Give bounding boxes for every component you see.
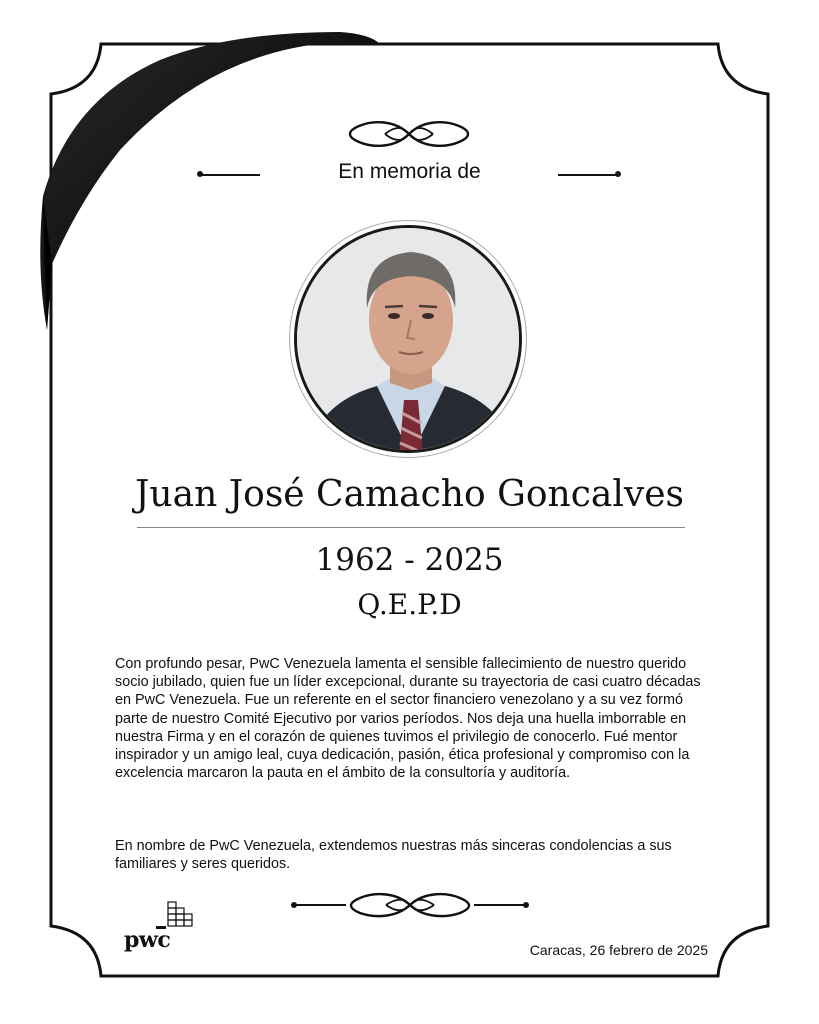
bottom-ornament [290, 890, 530, 920]
place-date: Caracas, 26 febrero de 2025 [529, 942, 708, 958]
condolence-paragraph-1: Con profundo pesar, PwC Venezuela lamenta el sensible fallecimiento de nuestro querido socio jubilado, quien fue un líder excepcional, durante su trayectoria de casi cuatro décadas en PwC Venezuela. Fue un referente en el sector financiero venezolano y a su vez formó parte de nuestro Comité Ejecutivo por varios períodos. Nos deja una huella imborrable en nuestra Firma y en el corazón de quienes tuvimos el privilegio de conocerlo. Fué mentor inspirador y un amigo leal, cuya dedicación, pasión, ética profesional y compromiso con la excelencia marcaron la pauta en el ámbito de la consultoría y auditoría. [115, 656, 701, 782]
name-divider [137, 527, 685, 528]
pwc-logo-icon [124, 900, 196, 930]
subtitle-divider-right [558, 174, 618, 176]
infinity-ornament-icon [345, 118, 473, 150]
life-years: 1962 - 2025 [315, 542, 504, 578]
subtitle: En memoria de [338, 160, 481, 183]
portrait-photo [294, 225, 522, 453]
qepd-text: Q.E.P.D [357, 588, 462, 621]
deceased-name: Juan José Camacho Goncalves [135, 474, 684, 515]
condolence-paragraph-2: En nombre de PwC Venezuela, extendemos nuestras más sinceras condolencias a sus familiares y seres queridos. [115, 838, 672, 873]
pwc-logo-text: pwc [124, 927, 171, 953]
